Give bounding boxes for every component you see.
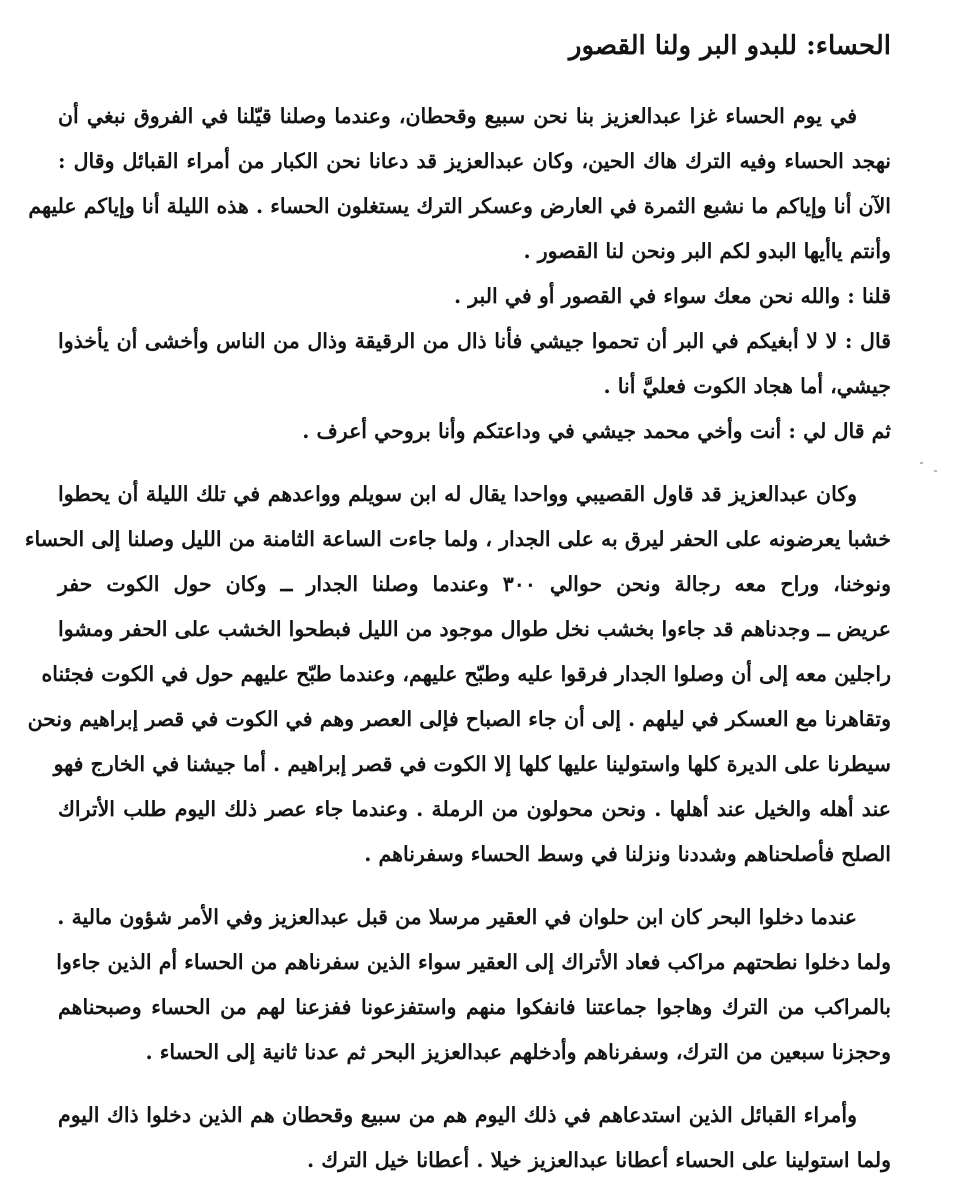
text-line: وأمراء القبائل الذين استدعاهم في ذلك اليوم هم من سبيع وقحطان هم الذين دخلوا ذاك اليوم: [58, 1103, 857, 1127]
text-line: عند أهله والخيل عند أهلها . ونحن محولون من الرملة . وعندما جاء عصر ذلك اليوم طلب الأتراك: [58, 797, 891, 821]
paragraph-gap: [58, 454, 891, 472]
text-line: عندما دخلوا البحر كان ابن حلوان في العقير مرسلا من قبل عبدالعزيز وفي الأمر شؤون مالية .: [57, 905, 857, 929]
text-line: في يوم الحساء غزا عبدالعزيز بنا نحن سبيع وقحطان، وعندما وصلنا قيّلنا في الفروق نبغي أن: [58, 104, 857, 128]
text-line: وحجزنا سبعين من الترك، وسفرناهم وأدخلهم عبدالعزيز البحر ثم عدنا ثانية إلى الحساء .: [145, 1040, 891, 1064]
text-line: ونوخنا، وراح معه رجالة ونحن حوالي ٣٠٠ وعندما وصلنا الجدار ــ وكان حول الكوت حفر: [58, 572, 891, 596]
text-line: وكان عبدالعزيز قد قاول القصيبي وواحدا يقال له ابن سويلم وواعدهم في تلك الليلة أن يحطوا: [58, 482, 857, 506]
text-line: راجلين معه إلى أن وصلوا الجدار فرقوا عليه وطبّح عليهم، وعندما طبّح عليهم حول في الكوت فجئناه: [41, 662, 891, 686]
text-line: عريض ــ وجدناهم قد جاءوا بخشب نخل طوال موجود من الليل فبطحوا الخشب على الحفر ومشوا: [58, 617, 891, 641]
text-line: ثم قال لي : أنت وأخي محمد جيشي في وداعتكم وأنا بروحي أعرف .: [302, 419, 891, 443]
paragraph-2: [24, 472, 891, 877]
scan-speck: [920, 462, 923, 464]
text-line: بالمراكب من الترك وهاجوا جماعتنا فانفكوا منهم واستفزعونا ففزعنا لهم من الحساء وصبحناهم: [58, 995, 891, 1019]
text-line: ولما استولينا على الحساء أعطانا عبدالعزيز خيلا . أعطانا خيل الترك .: [306, 1148, 891, 1172]
text-line: قلنا : والله نحن معك سواء في القصور أو في البر .: [453, 284, 891, 308]
paragraph-gap: [58, 1075, 891, 1093]
paragraph-gap: [58, 877, 891, 895]
text-line: ولما دخلوا نطحتهم مراكب فعاد الأتراك إلى العقير سواء الذين سفرناهم من الحساء أم الذين جاءوا: [56, 950, 891, 974]
paragraph-1: [28, 94, 891, 454]
text-line: الصلح فأصلحناهم وشددنا ونزلنا في وسط الحساء وسفرناهم .: [364, 842, 891, 866]
scan-speck: [934, 470, 937, 472]
page-title: الحساء: للبدو البر ولنا القصور: [568, 31, 891, 61]
paragraph-3: [58, 895, 891, 1075]
text-line: نهجد الحساء وفيه الترك هاك الحين، وكان عبدالعزيز قد دعانا نحن الكبار من أمراء القبائل وقال :: [58, 149, 891, 173]
text-line: جيشي، أما هجاد الكوت فعليَّ أنا .: [603, 374, 891, 398]
text-line: وتقاهرنا مع العسكر في ليلهم . إلى أن جاء الصباح فإلى العصر وهم في الكوت في قصر إبراهيم ونحن: [27, 707, 891, 731]
text-line: الآن أنا وإياكم ما نشبع الثمرة في العارض وعسكر الترك يستغلون الحساء . هذه الليلة أنا وإياكم عليهم: [28, 194, 891, 218]
paragraph-4: [58, 1093, 891, 1183]
text-line: وأنتم ياأيها البدو لكم البر ونحن لنا القصور .: [523, 239, 891, 263]
text-line: قال : لا لا أبغيكم في البر أن تحموا جيشي فأنا ذال من الرقيقة وذال من الناس وأخشى أن يأخذوا: [58, 329, 891, 353]
text-line: سيطرنا على الديرة كلها واستولينا عليها كلها إلا الكوت في قصر إبراهيم . أما جيشنا في الخارج فهو: [53, 752, 891, 776]
text-line: خشبا يعرضونه على الحفر ليرق به على الجدار ، ولما جاءت الساعة الثامنة من الليل وصلنا إلى الحساء: [24, 527, 891, 551]
